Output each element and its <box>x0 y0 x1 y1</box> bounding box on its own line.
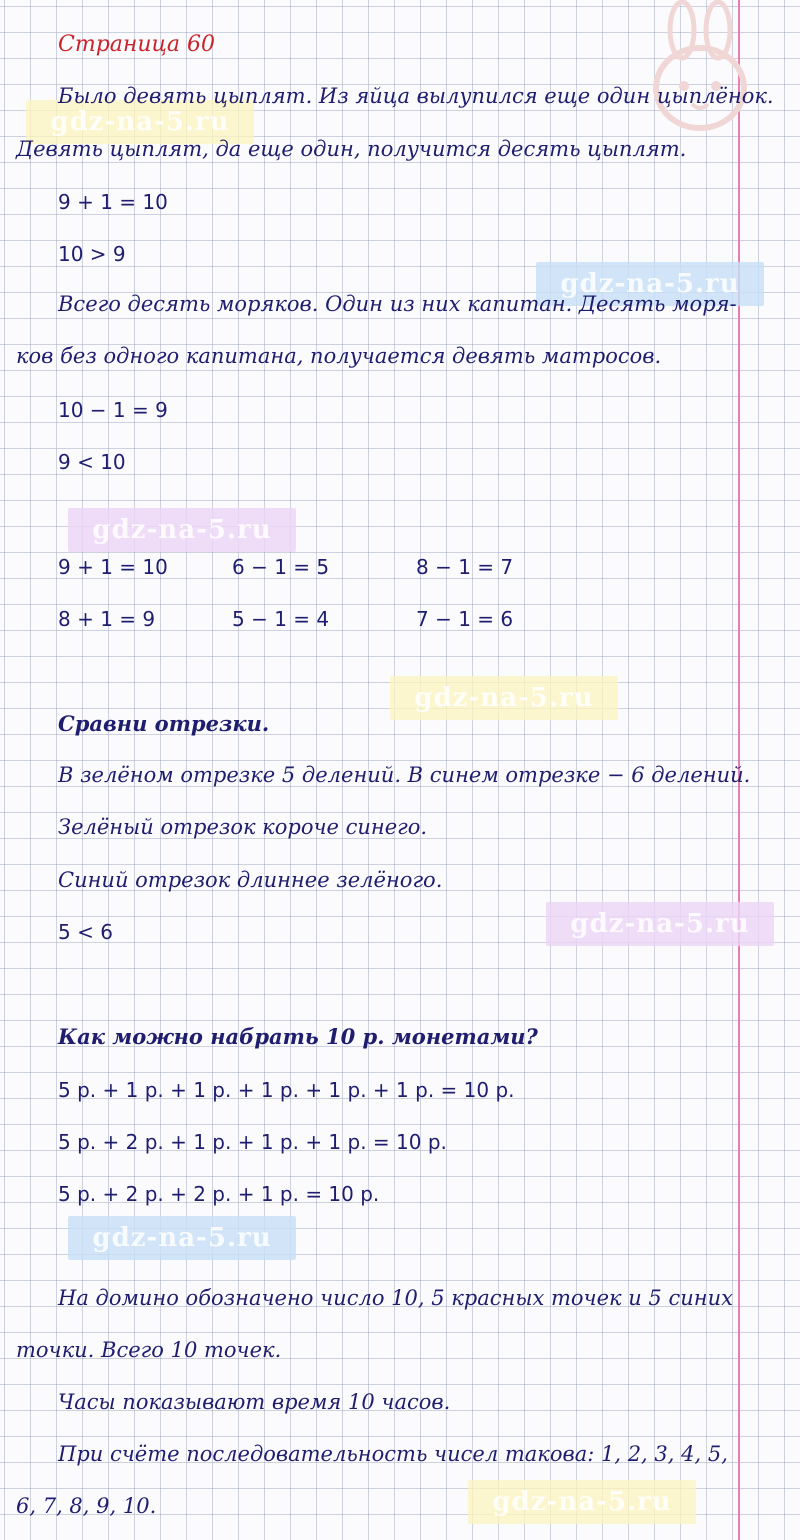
equation: 7 − 1 = 6 <box>416 607 514 631</box>
equation: 5 р. + 2 р. + 1 р. + 1 р. + 1 р. = 10 р. <box>58 1130 447 1154</box>
text-line: При счёте последовательность чисел такова: 1, 2, 3, 4, 5, <box>58 1442 728 1466</box>
rabbit-logo-icon <box>640 0 752 134</box>
equation: 5 р. + 1 р. + 1 р. + 1 р. + 1 р. + 1 р. = 10 р. <box>58 1078 515 1102</box>
equation: 9 < 10 <box>58 450 126 474</box>
watermark: gdz-na-5.ru <box>390 676 618 720</box>
section-heading: Сравни отрезки. <box>58 711 270 736</box>
watermark: gdz-na-5.ru <box>468 1480 696 1524</box>
equation: 5 < 6 <box>58 920 113 944</box>
text-line: Было девять цыплят. Из яйца вылупился еще один цыплёнок. <box>58 84 774 108</box>
text-line: На домино обозначено число 10, 5 красных точек и 5 синих <box>58 1286 733 1310</box>
text-line: Часы показывают время 10 часов. <box>58 1390 451 1414</box>
text-line: Зелёный отрезок короче синего. <box>58 815 428 839</box>
watermark: gdz-na-5.ru <box>536 262 764 306</box>
section-heading: Как можно набрать 10 р. монетами? <box>58 1024 538 1049</box>
text-line: 6, 7, 8, 9, 10. <box>16 1494 157 1518</box>
equation: 8 − 1 = 7 <box>416 555 514 579</box>
equation: 9 + 1 = 10 <box>58 555 168 579</box>
equation: 10 > 9 <box>58 242 126 266</box>
text-line: Всего десять моряков. Один из них капитан. Десять моря- <box>58 292 737 316</box>
page-title: Страница 60 <box>58 32 216 57</box>
watermark: gdz-na-5.ru <box>68 508 296 552</box>
text-line: точки. Всего 10 точек. <box>16 1338 282 1362</box>
equation: 10 − 1 = 9 <box>58 398 168 422</box>
watermark: gdz-na-5.ru <box>546 902 774 946</box>
equation: 9 + 1 = 10 <box>58 190 168 214</box>
text-line: Синий отрезок длиннее зелёного. <box>58 868 443 892</box>
watermark: gdz-na-5.ru <box>26 100 254 144</box>
watermark: gdz-na-5.ru <box>68 1216 296 1260</box>
equation: 5 р. + 2 р. + 2 р. + 1 р. = 10 р. <box>58 1182 380 1206</box>
text-line: ков без одного капитана, получается девять матросов. <box>16 344 662 368</box>
equation: 5 − 1 = 4 <box>232 607 330 631</box>
text-line: Девять цыплят, да еще один, получится десять цыплят. <box>16 137 687 161</box>
equation: 8 + 1 = 9 <box>58 607 156 631</box>
equation: 6 − 1 = 5 <box>232 555 330 579</box>
text-line: В зелёном отрезке 5 делений. В синем отрезке − 6 делений. <box>58 763 751 787</box>
